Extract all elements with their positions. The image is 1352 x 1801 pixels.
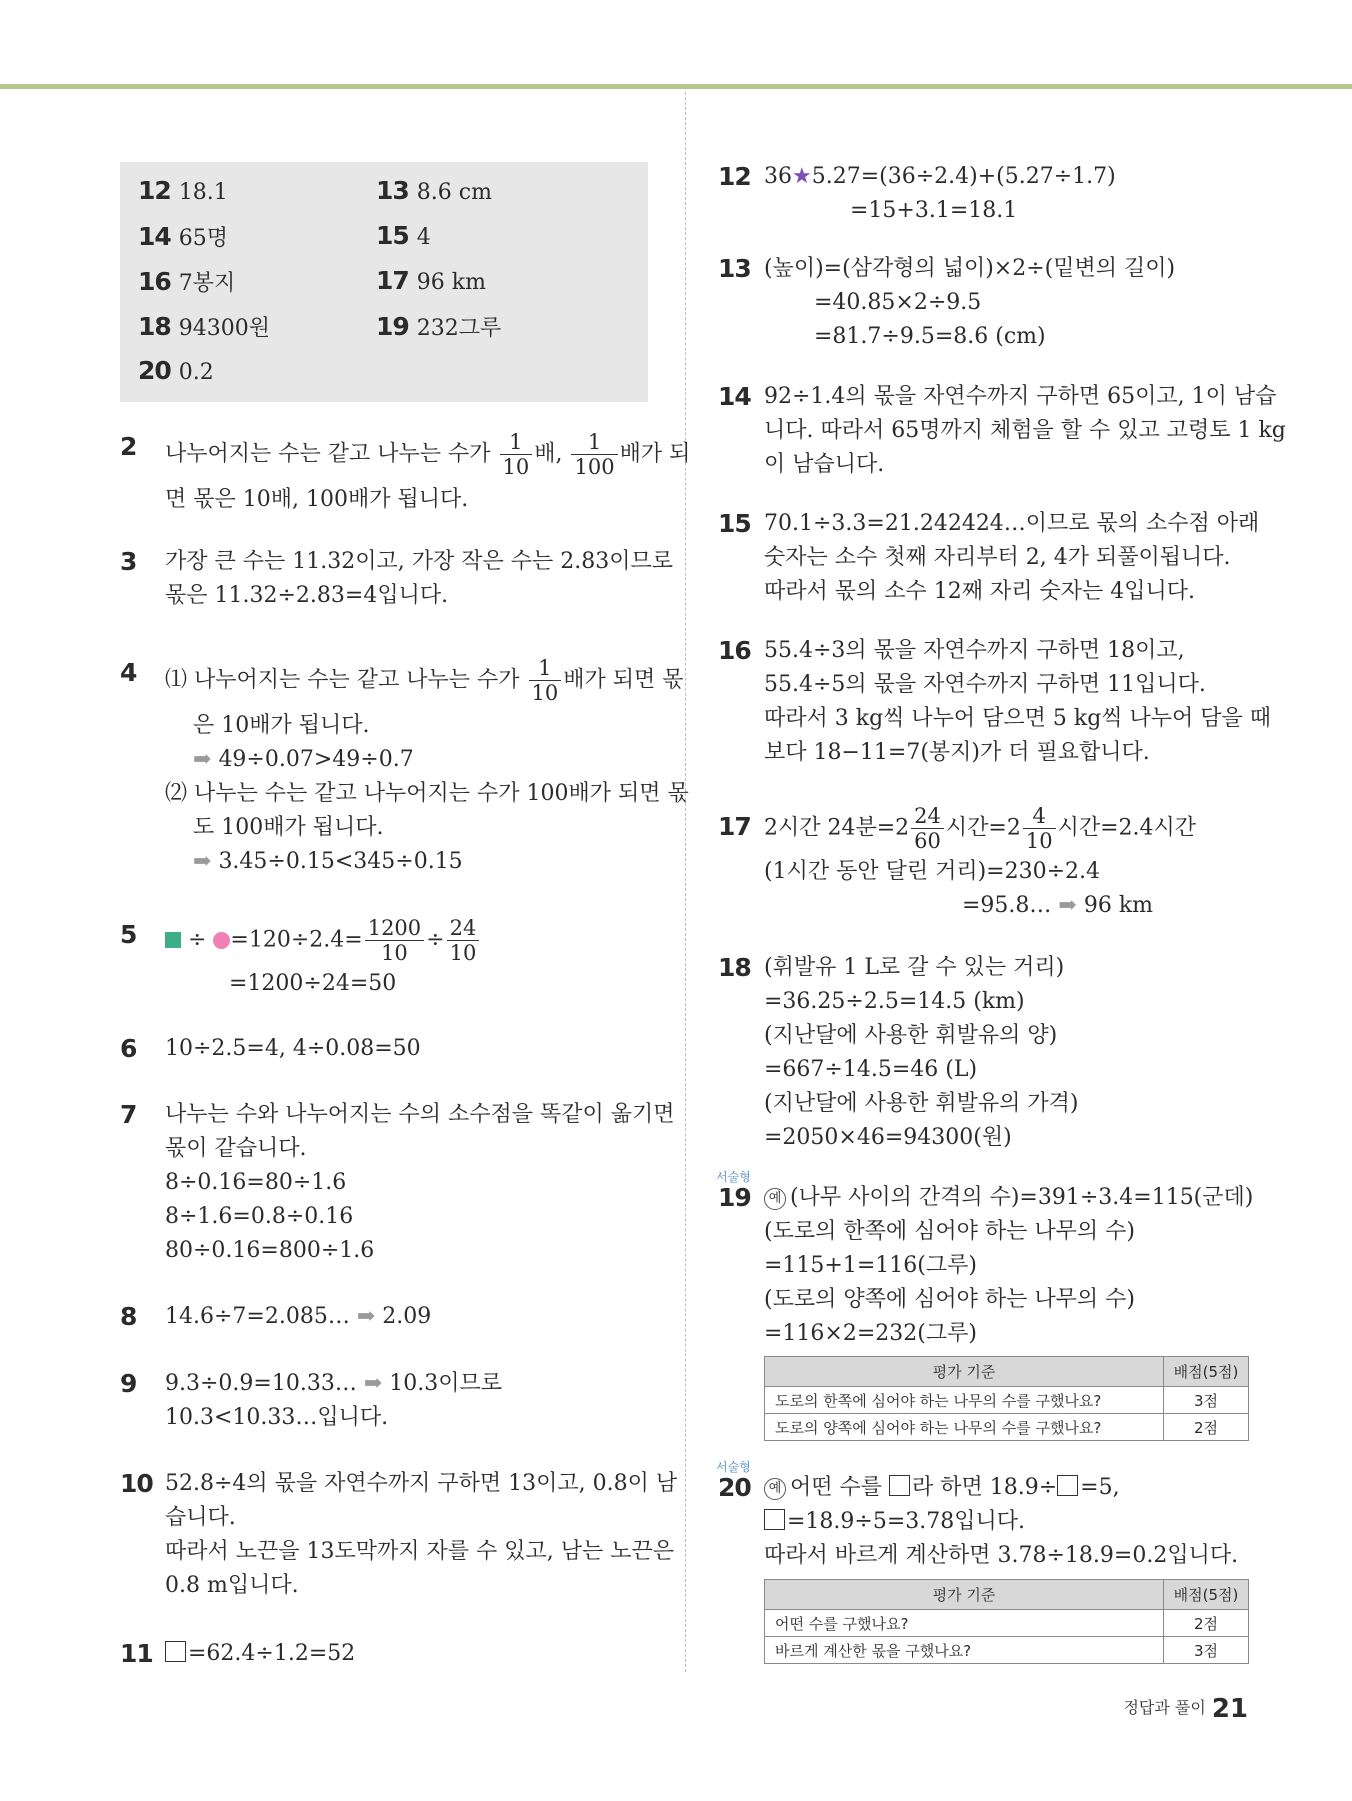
solution-3: 3 가장 큰 수는 11.32이고, 가장 작은 수는 2.83이므로 몫은 11.32÷2.83=4입니다. xyxy=(120,547,673,608)
solution-13: 13 (높이)=(삼각형의 넓이)×2÷(밑변의 길이) =40.85×2÷9.5 =81.7÷9.5=8.6 (cm) xyxy=(718,254,1176,349)
points-cell: 3점 xyxy=(1164,1387,1249,1414)
answer-item: 13 8.6 cm xyxy=(376,176,492,205)
solution-2: 2 나누어지는 수는 같고 나누는 수가 $\frac{1}{10}$ 배, $\frac{1}{100}$ 배가 되 면 몫은 10배, 100배가 됩니다. xyxy=(120,430,691,512)
points-cell: 2점 xyxy=(1164,1610,1249,1637)
answer-item: 12 18.1 xyxy=(138,176,228,205)
criteria-header: 평가 기준 xyxy=(765,1580,1164,1610)
blank-box-icon xyxy=(764,1509,785,1530)
points-header: 배점(5점) xyxy=(1164,1357,1249,1387)
descriptive-type-tag: 서술형 xyxy=(716,1460,751,1474)
answer-item: 14 65명 xyxy=(138,222,229,251)
answer-item: 20 0.2 xyxy=(138,356,214,385)
criteria-header: 평가 기준 xyxy=(765,1357,1164,1387)
solution-18: 18 (휘발유 1 L로 갈 수 있는 거리) =36.25÷2.5=14.5 (km) (지난달에 사용한 휘발유의 양) =667÷14.5=46 (L) (지난달에 사용한 휘발유의 가격) =2050×46=94300(원) xyxy=(718,953,1079,1150)
answer-item: 19 232그루 xyxy=(376,312,502,341)
grading-table-20 xyxy=(764,1579,1249,1664)
solution-14: 14 92÷1.4의 몫을 자연수까지 구하면 65이고, 1이 남습 니다. 따라서 65명까지 체험을 할 수 있고 고령토 1 kg 이 남습니다. xyxy=(718,382,1286,477)
answer-summary-box xyxy=(120,162,648,402)
page-number: 21 xyxy=(1211,1694,1248,1724)
solution-5: 5 ÷ =120÷2.4= $\frac{1200}{10}$ ÷ $\frac{24}{10}$ =1200÷24=50 xyxy=(120,916,650,1001)
answer-item: 15 4 xyxy=(376,221,431,250)
criteria-cell: 도로의 한쪽에 심어야 하는 나무의 수를 구했나요? xyxy=(765,1387,1164,1414)
example-mark: 예 xyxy=(764,1188,786,1210)
solution-9: 9 9.3÷0.9=10.33… ➡ 10.3이므로 10.3<10.33…입니다. xyxy=(120,1369,503,1430)
solution-17: 17 2시간 24분=2 $\frac{24}{60}$ 시간=2 $\frac{4}{10}$ 시간=2.4시간 (1시간 동안 달린 거리)=230÷2.4 =95.8… ➡ 96 km xyxy=(718,804,1197,918)
solution-8: 8 14.6÷7=2.085… ➡ 2.09 xyxy=(120,1302,432,1331)
grading-table-19 xyxy=(764,1356,1249,1441)
header-accent-bar xyxy=(0,84,1352,89)
column-divider xyxy=(685,92,686,1672)
blank-box-icon xyxy=(1057,1475,1078,1496)
points-cell: 3점 xyxy=(1164,1637,1249,1664)
solution-11: 11 =62.4÷1.2=52 xyxy=(120,1639,356,1668)
blank-box-icon xyxy=(165,1641,186,1662)
solution-6: 6 10÷2.5=4, 4÷0.08=50 xyxy=(120,1034,421,1063)
right-arrow-icon: ➡ xyxy=(363,1371,383,1396)
solution-20: 20 예 어떤 수를 라 하면 18.9÷ =5, =18.9÷5=3.78입니다. 따라서 바르게 계산하면 3.78÷18.9=0.2입니다. xyxy=(718,1473,1239,1568)
green-square-icon xyxy=(165,932,181,948)
solution-4: 4 ⑴ 나누어지는 수는 같고 나누는 수가 $\frac{1}{10}$ 배가 되면 몫 은 10배가 됩니다. ➡ 49÷0.07>49÷0.7 ⑵ 나누는 수는 같고 나누어지는 수가 100배가 되면 몫 도 100배가 됩니다. ➡ 3.45÷0.15<345÷0.15 xyxy=(120,656,689,874)
right-arrow-icon: ➡ xyxy=(193,747,212,772)
criteria-cell: 어떤 수를 구했나요? xyxy=(765,1610,1164,1637)
right-arrow-icon: ➡ xyxy=(193,849,212,874)
descriptive-type-tag: 서술형 xyxy=(716,1170,751,1184)
answer-item: 17 96 km xyxy=(376,266,486,295)
points-cell: 2점 xyxy=(1164,1414,1249,1441)
example-mark: 예 xyxy=(764,1478,786,1500)
solution-15: 15 70.1÷3.3=21.242424…이므로 몫의 소수점 아래 숫자는 소수 첫째 자리부터 2, 4가 되풀이됩니다. 따라서 몫의 소수 12째 자리 숫자는 4입니다. xyxy=(718,509,1260,604)
solution-19: 19 예 (나무 사이의 간격의 수)=391÷3.4=115(군데) (도로의 한쪽에 심어야 하는 나무의 수) =115+1=116(그루) (도로의 양쪽에 심어야 하는 나무의 수) =116×2=232(그루) xyxy=(718,1183,1254,1346)
pink-circle-icon xyxy=(213,932,230,949)
star-icon: ★ xyxy=(792,164,812,189)
page-footer xyxy=(1123,1694,1248,1724)
points-header: 배점(5점) xyxy=(1164,1580,1249,1610)
right-arrow-icon: ➡ xyxy=(1058,893,1077,918)
right-arrow-icon: ➡ xyxy=(356,1304,376,1329)
solution-10: 10 52.8÷4의 몫을 자연수까지 구하면 13이고, 0.8이 남 습니다. 따라서 노끈을 13도막까지 자를 수 있고, 남는 노끈은 0.8 m입니다. xyxy=(120,1469,678,1598)
solution-7: 7 나누는 수와 나누어지는 수의 소수점을 똑같이 옮기면 몫이 같습니다. 8÷0.16=80÷1.6 8÷1.6=0.8÷0.16 80÷0.16=800÷1.6 xyxy=(120,1100,675,1263)
solution-12: 12 36★5.27=(36÷2.4)+(5.27÷1.7) =15+3.1=18.1 xyxy=(718,162,1116,223)
footer-label: 정답과 풀이 xyxy=(1123,1698,1206,1717)
answer-item: 16 7봉지 xyxy=(138,267,236,296)
blank-box-icon xyxy=(889,1475,910,1496)
solution-16: 16 55.4÷3의 몫을 자연수까지 구하면 18이고, 55.4÷5의 몫을 자연수까지 구하면 11입니다. 따라서 3 kg씩 나누어 담으면 5 kg씩 나누어 담을 때 보다 18−11=7(봉지)가 더 필요합니다. xyxy=(718,636,1272,765)
criteria-cell: 바르게 계산한 몫을 구했나요? xyxy=(765,1637,1164,1664)
criteria-cell: 도로의 양쪽에 심어야 하는 나무의 수를 구했나요? xyxy=(765,1414,1164,1441)
answer-item: 18 94300원 xyxy=(138,312,271,341)
